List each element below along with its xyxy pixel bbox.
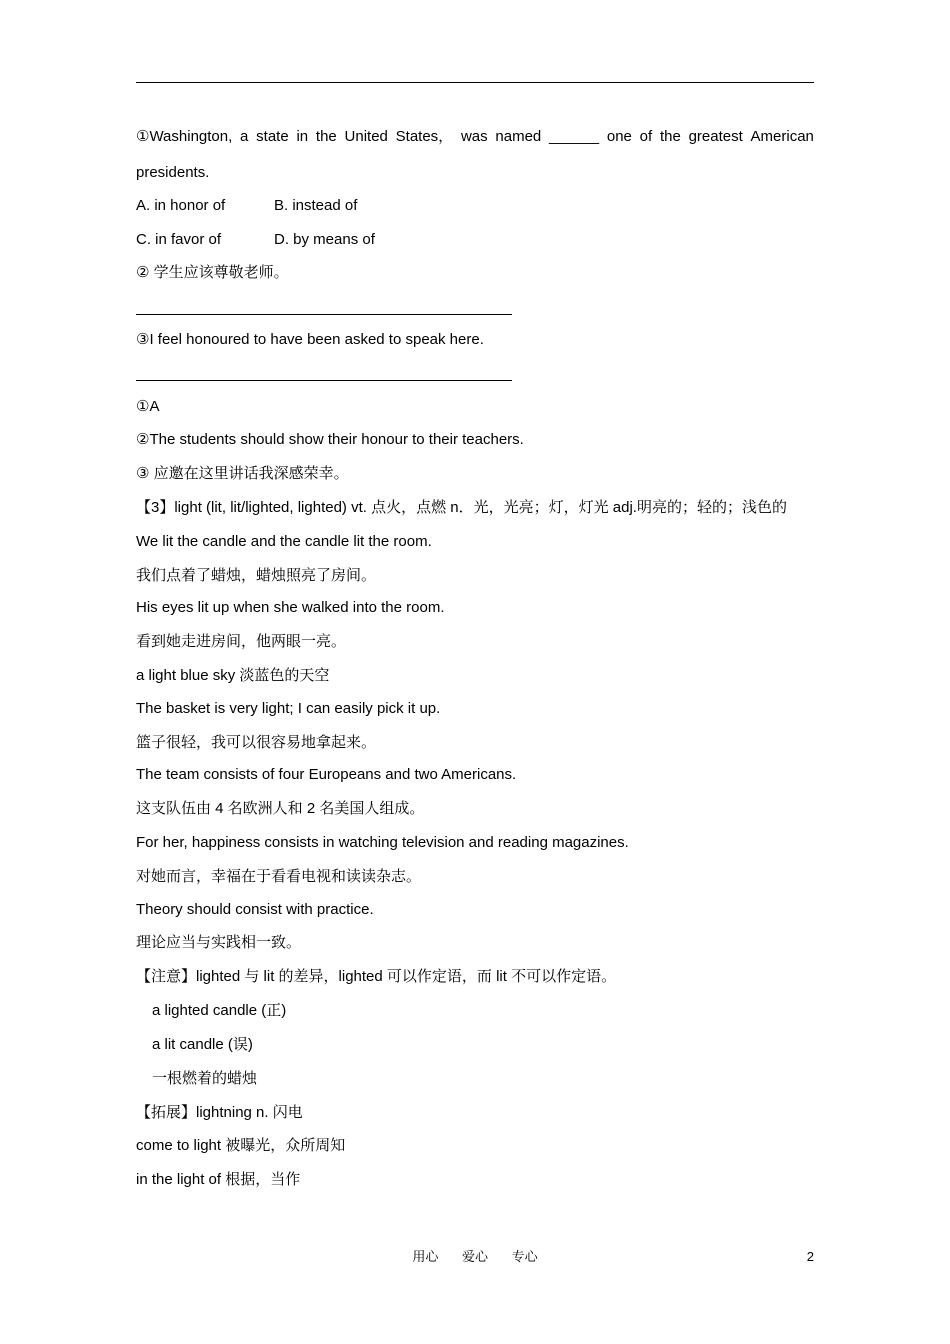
question-1-word: United xyxy=(344,128,388,145)
example-line: 篮子很轻，我可以很容易地拿起来。 xyxy=(136,734,377,751)
footer-motto-word: 用心 xyxy=(412,1249,439,1264)
question-2: ② 学生应该尊敬老师。 xyxy=(136,264,289,281)
question-1-line-1 xyxy=(136,127,814,147)
extension-heading: 【拓展】lightning n. 闪电 xyxy=(136,1104,303,1121)
entry-heading: 【3】light (lit, lit/lighted, lighted) vt. 点火，点燃 n．光，光亮；灯，灯光 adj.明亮的；轻的；浅色的 xyxy=(136,499,787,516)
example-line: His eyes lit up when she walked into the room. xyxy=(136,599,445,616)
question-1-word: a xyxy=(240,128,249,145)
answer-2: ②The students should show their honour to their teachers. xyxy=(136,431,524,448)
answer-blank-line xyxy=(136,314,512,315)
note-heading: 【注意】lighted 与 lit 的差异，lighted 可以作定语，而 lit 不可以作定语。 xyxy=(136,968,617,985)
question-1-word: the xyxy=(659,128,681,145)
question-1-word: ______ xyxy=(549,128,600,145)
example-line: 理论应当与实践相一致。 xyxy=(136,934,302,951)
example-line: The basket is very light; I can easily pick it up. xyxy=(136,700,441,717)
footer-motto-word: 爱心 xyxy=(461,1249,488,1264)
question-1-word: American xyxy=(750,128,814,145)
example-line: We lit the candle and the candle lit the room. xyxy=(136,533,432,550)
option-d: D. by means of xyxy=(274,231,375,248)
example-line: 对她而言，幸福在于看看电视和读读杂志。 xyxy=(136,868,422,885)
example-line: 我们点着了蜡烛，蜡烛照亮了房间。 xyxy=(136,567,377,584)
question-1-word: the xyxy=(315,128,337,145)
question-1-word: one xyxy=(606,128,632,145)
question-1-word: greatest xyxy=(688,128,743,145)
option-c: C. in favor of xyxy=(136,231,222,248)
header-rule xyxy=(136,82,814,83)
question-1-word: States， xyxy=(395,128,454,145)
option-b: B. instead of xyxy=(274,197,358,214)
question-1-word: was xyxy=(460,128,488,145)
option-a: A. in honor of xyxy=(136,197,226,214)
example-line: For her, happiness consists in watching television and reading magazines. xyxy=(136,834,629,851)
answer-3: ③ 应邀在这里讲话我深感荣幸。 xyxy=(136,465,349,482)
example-line: a light blue sky 淡蓝色的天空 xyxy=(136,667,330,684)
page-number: 2 xyxy=(806,1249,814,1264)
question-3: ③I feel honoured to have been asked to speak here. xyxy=(136,331,484,348)
example-line: Theory should consist with practice. xyxy=(136,901,374,918)
question-1-word: in xyxy=(296,128,309,145)
note-item: a lighted candle (正) xyxy=(152,1002,287,1019)
answer-1: ①A xyxy=(136,398,160,415)
example-line: 这支队伍由 4 名欧洲人和 2 名美国人组成。 xyxy=(136,800,425,817)
phrase-line: in the light of 根据，当作 xyxy=(136,1171,301,1188)
question-1-word: named xyxy=(495,128,542,145)
example-line: 看到她走进房间，他两眼一亮。 xyxy=(136,633,347,650)
footer-motto-word: 专心 xyxy=(511,1249,538,1264)
question-1-word: of xyxy=(639,128,653,145)
note-item: 一根燃着的蜡烛 xyxy=(152,1070,258,1087)
answer-blank-line xyxy=(136,380,512,381)
question-1-line-2: presidents. xyxy=(136,164,210,181)
phrase-line: come to light 被曝光，众所周知 xyxy=(136,1137,346,1154)
note-item: a lit candle (误) xyxy=(152,1036,253,1053)
question-1-word: state xyxy=(256,128,289,145)
question-1-word: ①Washington, xyxy=(136,128,233,145)
example-line: The team consists of four Europeans and two Americans. xyxy=(136,766,517,783)
